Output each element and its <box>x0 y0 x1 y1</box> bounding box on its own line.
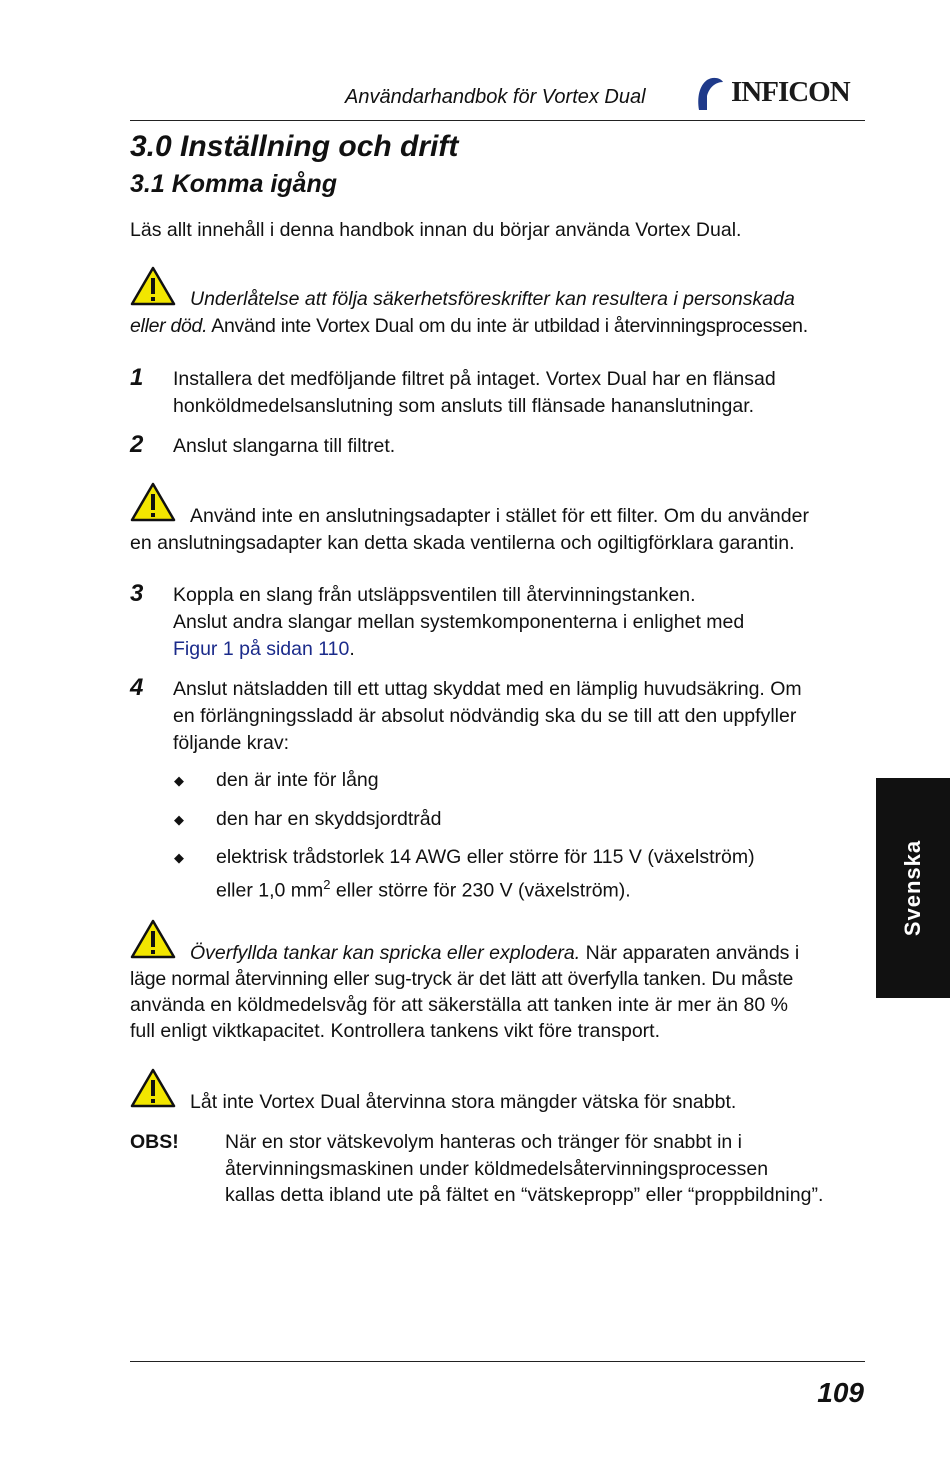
bullet3-text-b: eller större för 230 V (växelström). <box>330 879 631 902</box>
diamond-bullet-icon: ◆ <box>174 850 184 865</box>
step4-line1: Anslut nätsladden till ett uttag skyddat med en lämplig huvudsäkring. Om <box>173 678 802 700</box>
warning1-line1: Underlåtelse att följa säkerhetsföreskrifter kan resultera i personskada <box>190 288 795 310</box>
warning3-line3: använda en köldmedelsvåg för att säkerställa att tanken inte är mer än 80 % <box>130 994 788 1016</box>
step1-line2: honköldmedelsanslutning som ansluts till flänsade hananslutningar. <box>173 395 755 417</box>
language-side-tab <box>876 778 950 998</box>
inficon-logo-text: INFICON <box>731 76 850 108</box>
list-item: den är inte för lång <box>216 769 379 791</box>
step3-line1: Koppla en slang från utsläppsventilen till återvinningstanken. <box>173 584 696 606</box>
warning1-normal: Använd inte Vortex Dual om du inte är utbildad i återvinningsprocessen. <box>207 315 808 337</box>
figure-link[interactable]: Figur 1 på sidan 110 <box>173 638 350 660</box>
warning1-italic-end: eller död. <box>130 315 208 337</box>
warning3-line2: läge normal återvinning eller sug-tryck är det lätt att överfylla tanken. Du måste <box>130 968 794 990</box>
step-number: 2 <box>130 431 144 458</box>
note-line1: När en stor vätskevolym hanteras och tränger för snabbt in i <box>225 1131 742 1153</box>
intro-paragraph: Läs allt innehåll i denna handbok innan du börjar använda Vortex Dual. <box>130 219 742 241</box>
note-label: OBS! <box>130 1131 179 1153</box>
note-line2: återvinningsmaskinen under köldmedelsåtervinningsprocessen <box>225 1158 769 1180</box>
warning2-line2: en anslutningsadapter kan detta skada ventilerna och ogiltigförklara garantin. <box>130 532 795 554</box>
warning3-italic: Överfyllda tankar kan spricka eller explodera. <box>190 942 581 964</box>
warning4-line1: Låt inte Vortex Dual återvinna stora mängder vätska för snabbt. <box>190 1091 737 1113</box>
step3-period: . <box>349 638 355 660</box>
warning-triangle-icon <box>130 482 176 522</box>
step3-line2: Anslut andra slangar mellan systemkomponenterna i enlighet med <box>173 611 745 633</box>
superscript: 2 <box>323 877 331 892</box>
chapter-title: 3.0 Inställning och drift <box>130 130 459 163</box>
step-number: 3 <box>130 580 144 607</box>
list-item-continuation <box>216 871 631 905</box>
step1-line1: Installera det medföljande filtret på intaget. Vortex Dual har en flänsad <box>173 368 776 390</box>
step-number: 1 <box>130 364 144 391</box>
diamond-bullet-icon: ◆ <box>174 812 184 827</box>
warning3-line1 <box>190 940 799 967</box>
bullet3-text-a: eller 1,0 mm <box>216 879 324 902</box>
warning1-line2 <box>130 313 808 340</box>
side-tab-label: Svenska <box>900 839 925 937</box>
step3-line3 <box>173 636 355 663</box>
header-rule <box>130 120 865 121</box>
list-item: elektrisk trådstorlek 14 AWG eller större för 115 V (växelström) <box>216 846 755 868</box>
page-number: 109 <box>817 1377 864 1408</box>
step2-line1: Anslut slangarna till filtret. <box>173 435 396 457</box>
note-line3: kallas detta ibland ute på fältet en “vätskepropp” eller “proppbildning”. <box>225 1184 824 1206</box>
warning2-line1: Använd inte en anslutningsadapter i stället för ett filter. Om du använder <box>190 505 809 527</box>
step4-line2: en förlängningssladd är absolut nödvändig ska du se till att den uppfyller <box>173 705 797 727</box>
section-title: 3.1 Komma igång <box>130 170 337 198</box>
step-number: 4 <box>130 674 144 701</box>
warning3-normal: När apparaten används i <box>580 942 800 964</box>
footer-rule <box>130 1361 865 1362</box>
warning-triangle-icon <box>130 266 176 306</box>
diamond-bullet-icon: ◆ <box>174 773 184 788</box>
list-item: den har en skyddsjordtråd <box>216 808 442 830</box>
warning-triangle-icon <box>130 1068 176 1108</box>
step4-line3: följande krav: <box>173 732 289 754</box>
inficon-logo-mark-icon <box>695 76 725 112</box>
manual-title: Användarhandbok för Vortex Dual <box>345 86 646 108</box>
warning3-line4: full enligt viktkapacitet. Kontrollera tankens vikt före transport. <box>130 1020 661 1042</box>
warning-triangle-icon <box>130 919 176 959</box>
inficon-logo <box>695 74 867 114</box>
